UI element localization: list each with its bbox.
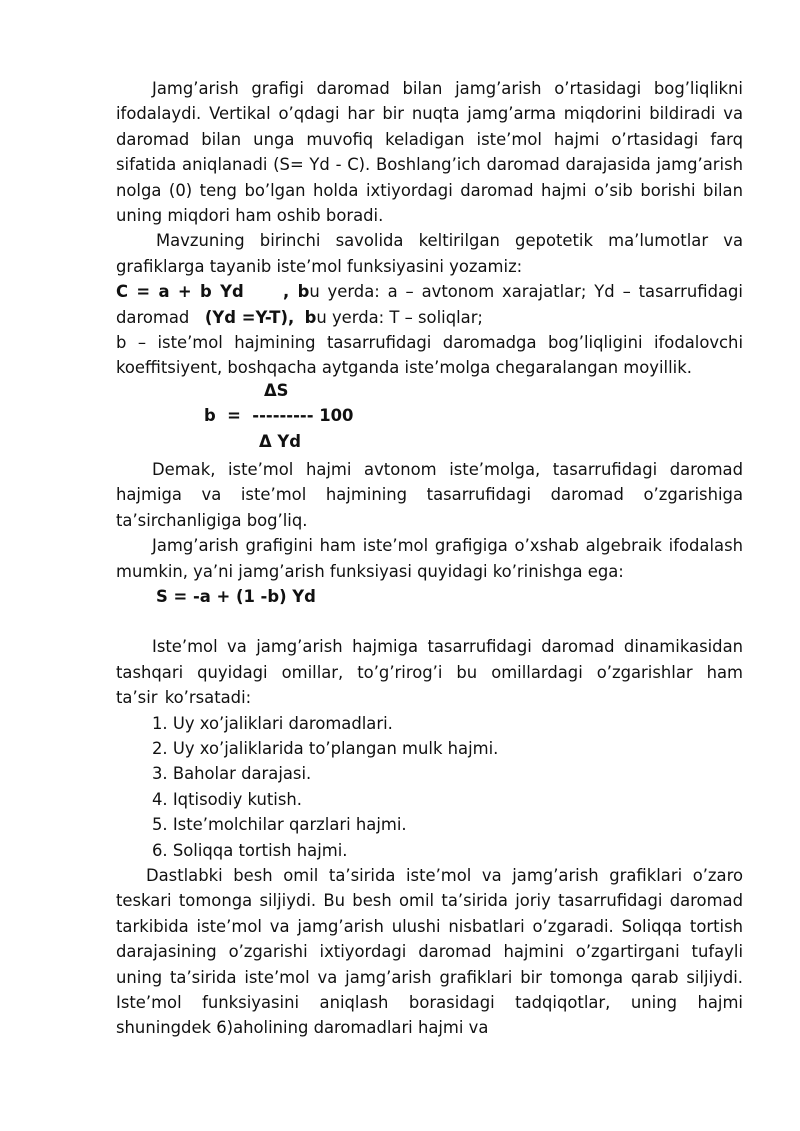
list-item: 6. Soliqqa tortish hajmi. — [152, 840, 348, 860]
formula-comma-b: , b — [282, 282, 310, 302]
text-b-bold: b — [304, 307, 317, 327]
spacer — [116, 609, 743, 634]
list-item: 5. Iste’molchilar qarzlari hajmi. — [152, 815, 407, 835]
paragraph-savings-formula — [116, 584, 743, 609]
list-item: 3. Baholar darajasi. — [152, 764, 312, 784]
formula-disposable-income: (Yd =Y-T), — [204, 307, 295, 327]
paragraph-consumption-formula — [116, 279, 743, 304]
paragraph-factors-intro: Iste’mol va jamg’arish hajmiga tasarrufidagi daromad dinamikasidan tashqari quyidagi omillar, to’g’rirog’i bu omillardagi o’zgarishlar ham ta’sir ko’rsatadi: — [116, 637, 743, 708]
list-item: 2. Uy xo’jaliklarida to’plangan mulk hajmi. — [152, 738, 499, 758]
paragraph-conclusion: Demak, iste’mol hajmi avtonom iste’molga, tasarrufidagi daromad hajmiga va iste’mol hajmining tasarrufidagi daromad o’zgarishiga ta’sirchanligiga bog’liq. — [116, 459, 743, 530]
paragraph-disposable-income — [116, 305, 743, 330]
paragraph-consumption-function-intro: Mavzuning birinchi savolida keltirilgan gepotetik ma’lumotlar va grafiklarga tayanib iste’mol funksiyasini yozamiz: — [116, 231, 743, 276]
formula-explanation: u yerda: a – avtonom xarajatlar; Yd – tasarrufidagi — [309, 282, 743, 302]
paragraph-coefficient: b – iste’mol hajmining tasarrufidagi daromadga bog’liqligini ifodalovchi koeffitsiyent, boshqacha aytganda iste’molga chegaralangan moyillik. — [116, 333, 743, 378]
factors-list — [116, 711, 743, 863]
list-item: 4. Iqtisodiy kutish. — [152, 789, 302, 809]
formula-consumption: C = a + b Yd — [116, 282, 244, 302]
formula-mpc-fraction — [116, 381, 743, 457]
paragraph-savings-function: Jamg’arish grafigini ham iste’mol grafigiga o’xshab algebraik ifodalash mumkin, ya’ni jamg’arish funksiyasi quyidagi ko’rinishga ega: — [116, 536, 743, 581]
formula-savings: S = -a + (1 -b) Yd — [156, 586, 316, 606]
fraction-denominator: Δ Yd — [259, 431, 301, 451]
list-item: 1. Uy xo’jaliklari daromadlari. — [152, 713, 393, 733]
fraction-line: b = --------- 100 — [204, 405, 354, 425]
fraction-numerator: ΔS — [264, 380, 289, 400]
text-daromad: daromad — [116, 307, 190, 327]
paragraph-factors-effect: Dastlabki besh omil ta’sirida iste’mol va jamg’arish grafiklari o’zaro teskari tomonga siljiydi. Bu besh omil ta’sirida joriy tasarrufidagi daromad tarkibida iste’mol va jamg’arish ulushi nisbatlari o’zgaradi. Soliqqa tortish darajasining o’zgarishi ixtiyordagi daromad hajmini o’zgartirgani tufayli uning ta’sirida iste’mol va jamg’arish grafiklari bir tomonga qarab siljiydi. Iste’mol funksiyasini aniqlash borasidagi tadqiqotlar, uning hajmi shuningdek 6)aholining daromadlari hajmi va — [116, 865, 743, 1038]
paragraph-savings-graph: Jamg’arish grafigi daromad bilan jamg’arish o’rtasidagi bog’liqlikni ifodalaydi. Vertikal o’qdagi har bir nuqta jamg’arma miqdorini bildiradi va daromad bilan unga muvofiq keladigan iste’mol hajmi o’rtasidagi farq sifatida aniqlanadi (S= Yd - C). Boshlang’ich daromad darajasida jamg’arish nolga (0) teng bo’lgan holda ixtiyordagi daromad hajmi o’sib borishi bilan uning miqdori ham oshib boradi. — [116, 79, 743, 226]
text-taxes: u yerda: T – soliqlar; — [316, 307, 483, 327]
